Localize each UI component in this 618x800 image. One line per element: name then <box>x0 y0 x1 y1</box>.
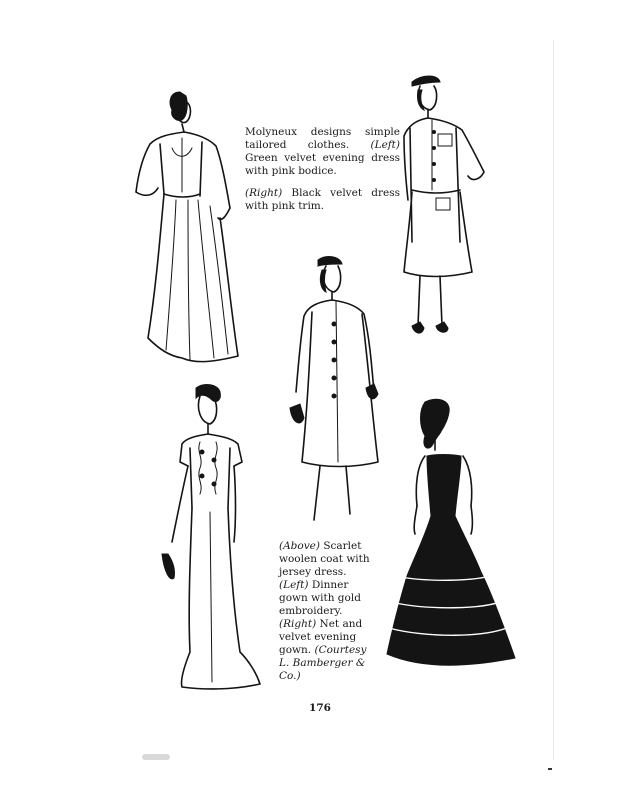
illustration-net-velvet-evening-gown <box>385 396 520 678</box>
scan-smudge <box>142 754 170 760</box>
illustration-green-velvet-evening-dress <box>130 88 250 373</box>
caption-left-description: Dinner gown with gold embroidery. <box>279 579 361 617</box>
caption-above-description: Scarlet woolen coat with jersey dress. <box>279 540 370 578</box>
caption-top-description: Green velvet evening dress with pink bodice. <box>245 152 400 177</box>
illustration-scarlet-woolen-coat <box>288 252 386 527</box>
caption-right-label-bottom: (Right) <box>279 618 317 630</box>
scan-mark <box>548 768 552 770</box>
caption-top-intro: Molyneux designs simple tailored clothes. <box>245 126 400 151</box>
caption-right-description-bottom: Net and velvet evening gown. <box>279 618 363 656</box>
caption-above-label: (Above) <box>279 540 320 552</box>
illustration-dinner-gown-gold-embroidery <box>160 382 275 697</box>
caption-right-description: Black velvet dress with pink trim. <box>245 187 400 212</box>
caption-bottom <box>279 540 377 683</box>
caption-top-label: (Left) <box>370 139 401 151</box>
illustration-black-velvet-dress <box>398 72 493 352</box>
caption-left-label: (Left) <box>279 579 309 591</box>
caption-top <box>245 126 400 178</box>
caption-right-label: (Right) <box>245 187 283 199</box>
page-edge-line <box>553 40 554 760</box>
caption-right <box>245 187 400 213</box>
page-number: 176 <box>309 702 331 714</box>
caption-credit: (Courtesy L. Bamberger & Co.) <box>279 644 367 682</box>
